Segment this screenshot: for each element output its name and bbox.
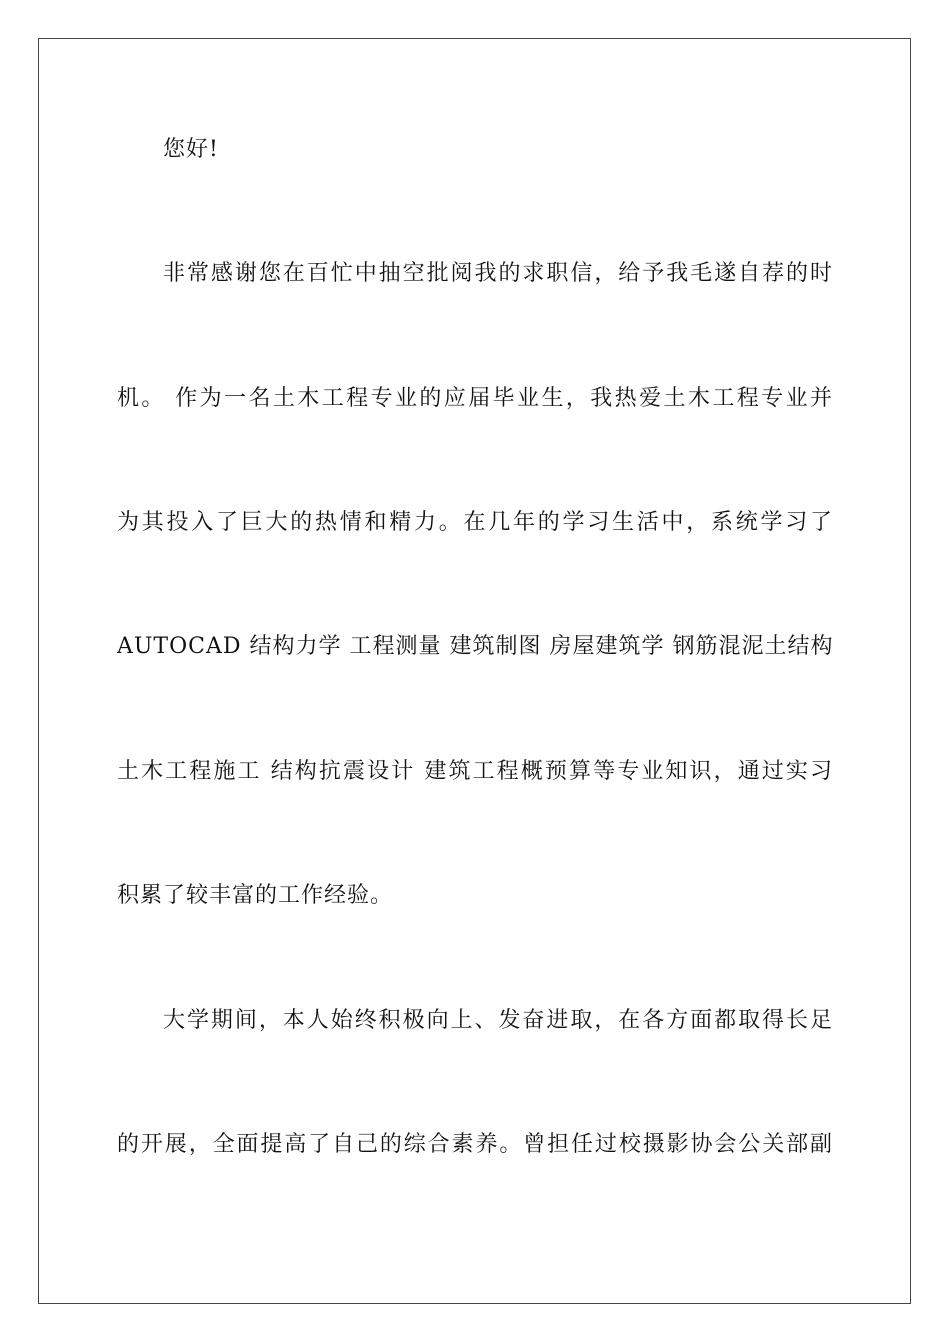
paragraph-1-line-4: AUTOCAD 结构力学 工程测量 建筑制图 房屋建筑学 钢筋混泥土结构 (117, 634, 834, 659)
paragraph-1-line-2: 机。 作为一名土木工程专业的应届毕业生，我热爱土木工程专业并 (117, 386, 833, 411)
paragraph-1-line-5: 土木工程施工 结构抗震设计 建筑工程概预算等专业知识，通过实习 (117, 759, 833, 784)
paragraph-2-line-1: 大学期间，本人始终积极向上、发奋进取，在各方面都取得长足 (163, 1008, 833, 1033)
paragraph-1-line-3: 为其投入了巨大的热情和精力。在几年的学习生活中，系统学习了 (117, 510, 833, 535)
paragraph-2-line-2: 的开展，全面提高了自己的综合素养。曾担任过校摄影协会公关部副 (117, 1132, 833, 1157)
paragraph-1-line-6: 积累了较丰富的工作经验。 (117, 883, 394, 908)
greeting: 您好! (163, 137, 219, 162)
paragraph-1-line-1: 非常感谢您在百忙中抽空批阅我的求职信，给予我毛遂自荐的时 (163, 261, 833, 286)
page-border (38, 38, 911, 1304)
